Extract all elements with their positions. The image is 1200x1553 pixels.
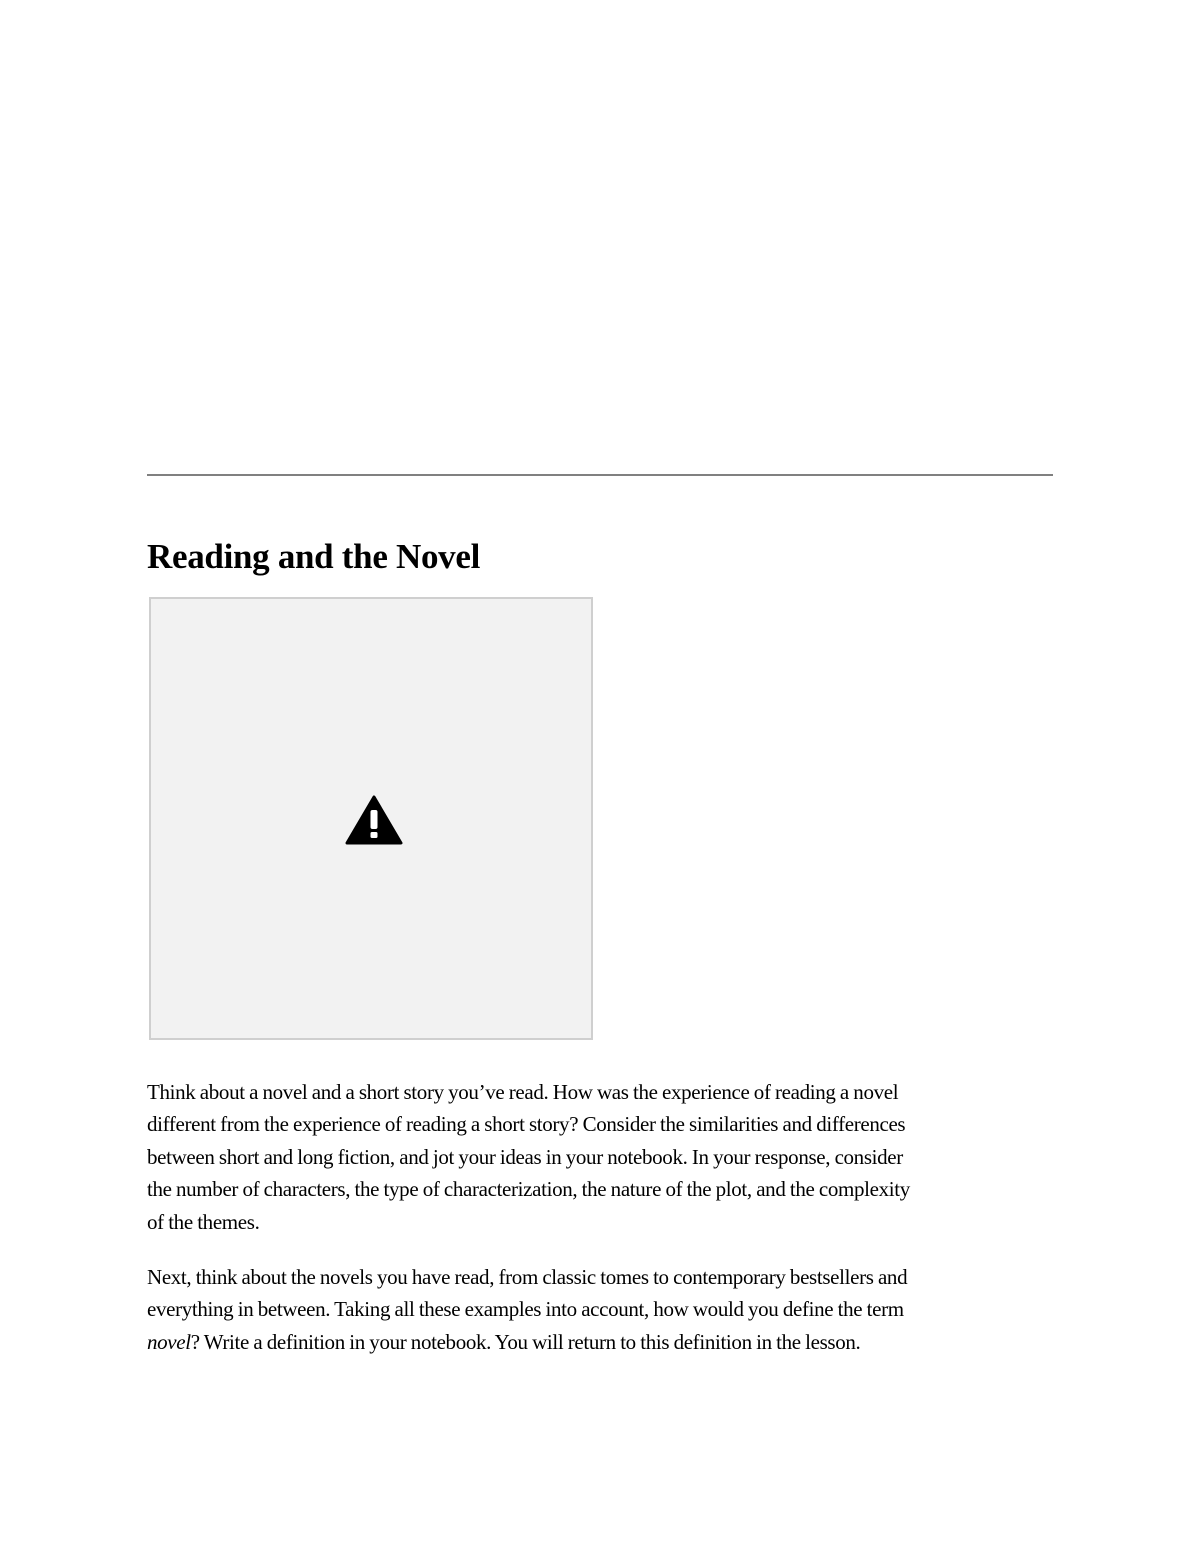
paragraph-line-rest: ? Write a definition in your notebook. You will return to this definition in the lesson. (190, 1329, 861, 1354)
paragraph-intro (147, 1076, 1057, 1238)
paragraph-line: between short and long fiction, and jot your ideas in your notebook. In your response, consider (147, 1144, 903, 1169)
paragraph-line: different from the experience of reading a short story? Consider the similarities and differences (147, 1112, 906, 1137)
paragraph-line: Think about a novel and a short story you’ve read. How was the experience of reading a novel (147, 1080, 899, 1104)
paragraph-line (147, 1326, 1057, 1358)
warning-icon (345, 795, 403, 845)
paragraph-line: the number of characters, the type of characterization, the nature of the plot, and the complexity (147, 1177, 910, 1202)
paragraph-line: everything in between. Taking all these examples into account, how would you define the term (147, 1297, 904, 1322)
italic-term: novel (147, 1329, 191, 1354)
broken-image-placeholder (149, 597, 593, 1040)
section-title: Reading and the Novel (147, 537, 481, 576)
paragraph-line: of the themes. (147, 1209, 260, 1234)
section-divider (147, 474, 1053, 476)
paragraph-definition (147, 1261, 1057, 1358)
paragraph-line: Next, think about the novels you have read, from classic tomes to contemporary bestsellers and (147, 1265, 908, 1289)
